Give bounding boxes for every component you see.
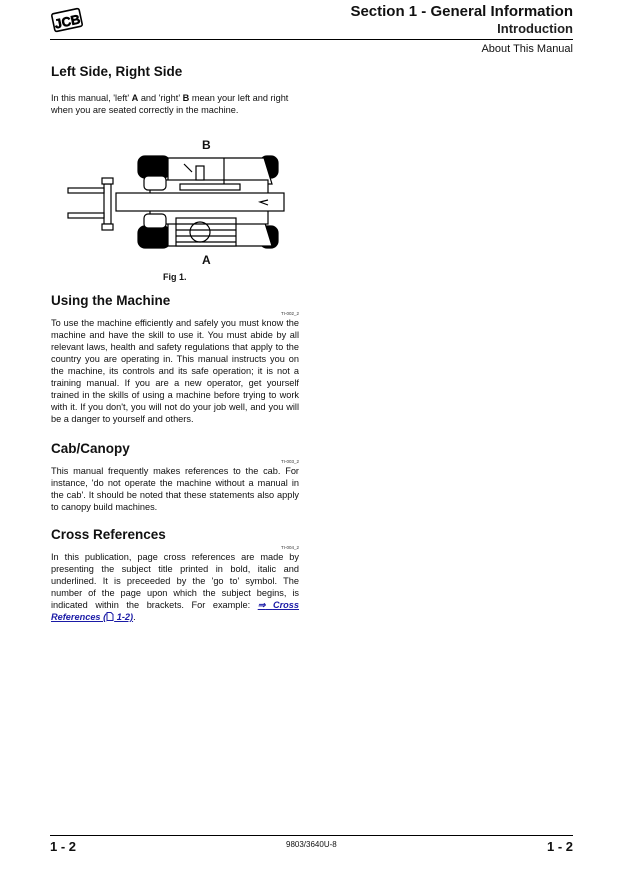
label-b: B: [182, 93, 190, 103]
topic-code: TI-003_2: [280, 459, 299, 464]
machine-top-view-illustration: [64, 138, 286, 286]
section-heading: Left Side, Right Side: [51, 64, 183, 79]
link-text: Cross References (: [51, 600, 299, 622]
text: mean your left and right when you are seated correctly in the machine.: [51, 93, 289, 115]
topic-code: TI-002_2: [280, 311, 299, 316]
svg-text:JCB: JCB: [53, 11, 82, 32]
section-using-machine: [51, 293, 299, 425]
page-icon: [106, 612, 114, 621]
footer-rule: [50, 835, 573, 836]
link-text: 1-2): [114, 612, 134, 622]
section-paragraph: [51, 551, 299, 623]
topic-title: About This Manual: [481, 43, 573, 55]
section-cab-canopy: [51, 441, 299, 513]
section-paragraph: This manual frequently makes references to the cab. For instance, 'do not operate the machine without a manual in the cab'. It should be noted that these statements also apply to canopy build machines.: [51, 466, 299, 512]
section-paragraph: [51, 92, 299, 116]
text: and 'right': [138, 93, 183, 103]
section-title: Section 1 - General Information: [350, 3, 573, 20]
figure-label-a: A: [202, 253, 211, 267]
section-heading: Cross References: [51, 527, 166, 542]
page-number-left: 1 - 2: [50, 839, 77, 854]
section-paragraph: To use the machine efficiently and safely you must know the machine and have the skill to use it. You must abide by all relevant laws, health and safety regulations that apply to the country you are operating in. This manual instructs you on the machine, its controls and its safe operation; it is not a training manual. If you are a new operator, get yourself trained in the skills of using a machine before trying to work with it. If you don't, you will not do your job well, and you will be a danger to yourself and others.: [51, 318, 299, 424]
text: In this manual, 'left': [51, 93, 132, 103]
jcb-logo: [50, 6, 84, 34]
figure-label-b: B: [202, 138, 211, 152]
section-cross-references: [51, 527, 299, 623]
header-rule: [50, 39, 573, 40]
section-heading: Using the Machine: [51, 293, 171, 308]
figure-caption: Fig 1.: [163, 272, 187, 282]
label-a: A: [131, 93, 139, 103]
topic-code: TI-004_2: [280, 545, 299, 550]
section-heading: Cab/Canopy: [51, 441, 130, 456]
text: .: [133, 612, 136, 622]
go-to-arrow-icon: ⇒: [257, 600, 266, 610]
subsection-title: Introduction: [497, 21, 573, 36]
text: In this publication, page cross references are made by presenting the subject title printed in bold, italic and underlined. It is preceeded by the 'go to' symbol. The number of the page upon which the subject begins, is indicated within the brackets. For example:: [51, 552, 299, 610]
document-number: 9803/3640U-8: [286, 840, 337, 849]
page-number-right: 1 - 2: [546, 839, 573, 854]
section-left-right: [51, 64, 299, 116]
